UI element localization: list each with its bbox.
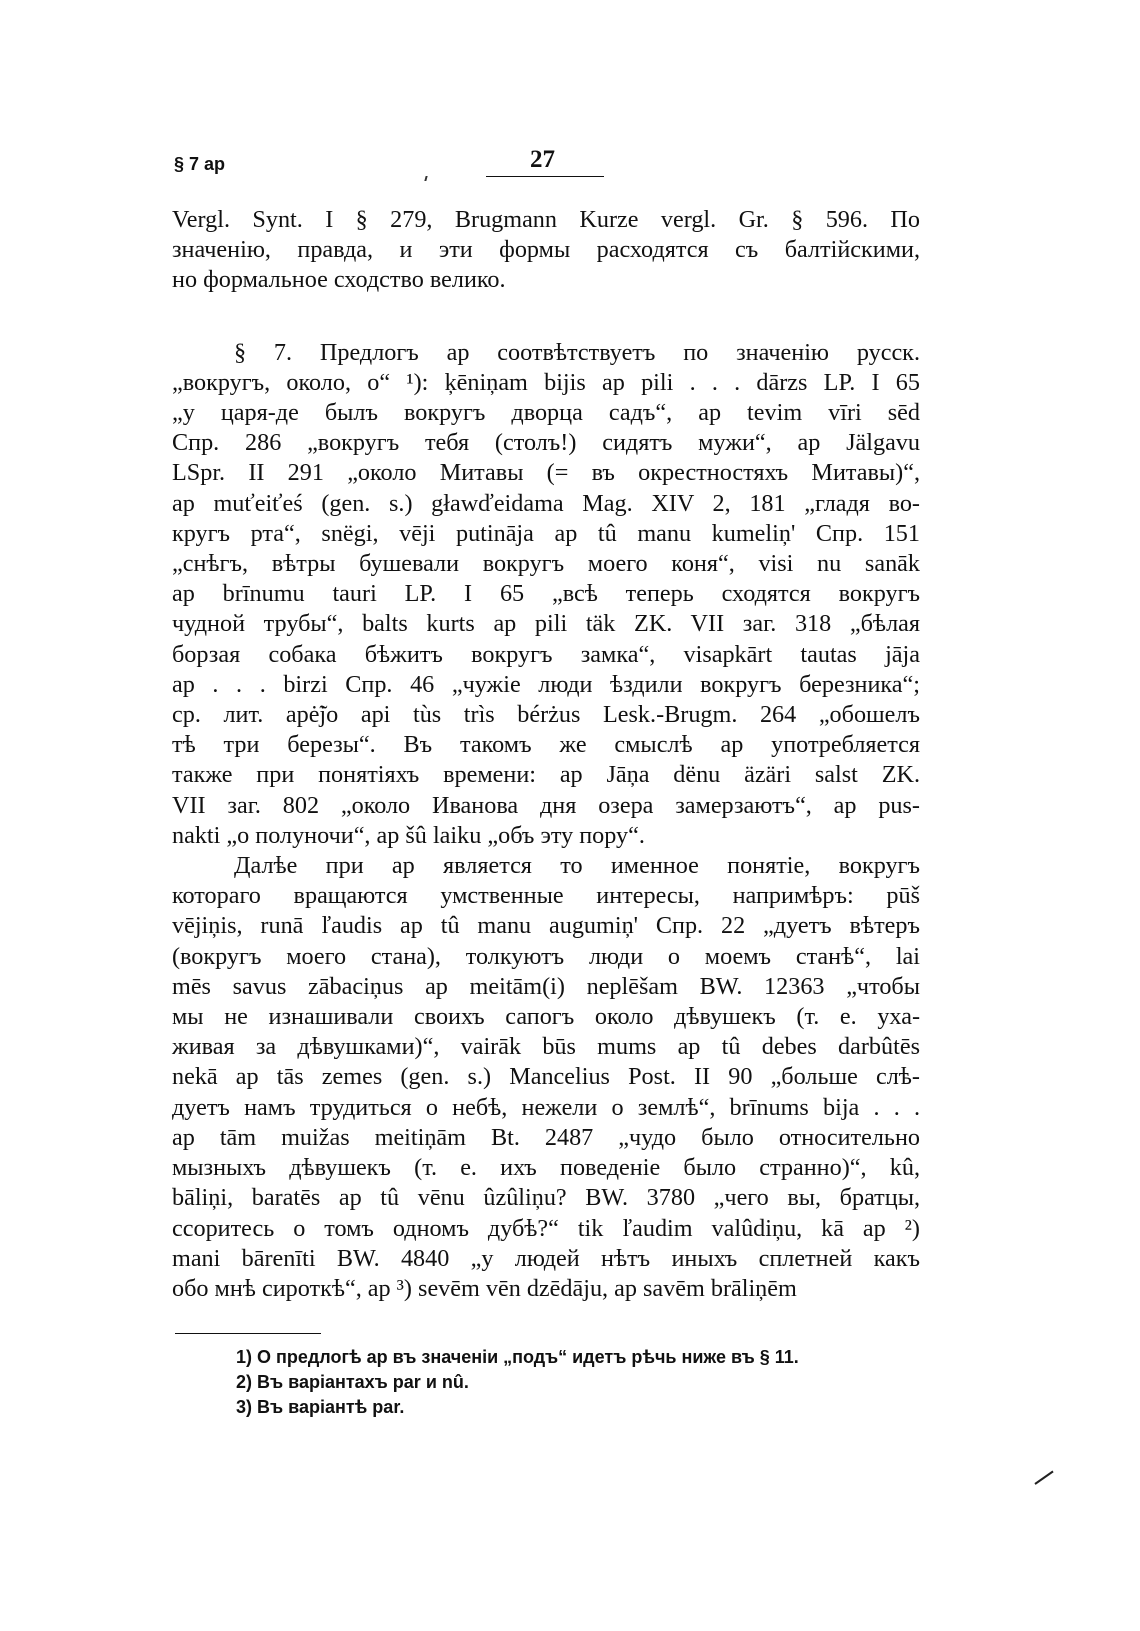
text-line: „снѣгъ, вѣтры бушевали вокругъ моего коня“, visi nu sanāk	[172, 550, 920, 578]
text-line: Vergl. Synt. I § 279, Brugmann Kurze vergl. Gr. § 596. По	[172, 206, 920, 233]
text-line: дуетъ намъ трудиться о небѣ, нежели о землѣ“, brīnums bija . . .	[172, 1093, 920, 1121]
tick-mark	[424, 176, 427, 181]
paragraph	[172, 851, 920, 1304]
paragraph-gap	[172, 296, 920, 338]
running-head: § 7 ap	[174, 154, 226, 174]
header-rule	[486, 176, 604, 177]
text-line: Спр. 286 „вокругъ тебя (столъ!) сидятъ мужи“, ap Jälgavu	[172, 429, 920, 457]
text-line: (вокругъ моего стана), толкуютъ люди о моемъ станѣ“, lai	[172, 942, 920, 970]
text-line: nekā ap tās zemes (gen. s.) Mancelius Post. II 90 „больше слѣ-	[172, 1063, 920, 1091]
text-line: ap . . . birzi Спр. 46 „чужіе люди ѣздили вокругъ березника“;	[172, 670, 920, 698]
paragraph	[172, 338, 920, 851]
page-header	[174, 146, 606, 186]
text-line: также при понятіяхъ времени: ap Jāņa dënu äzäri salst ZK.	[172, 761, 920, 789]
text-line: значенію, правда, и эти формы расходятся съ балтійскими,	[172, 236, 920, 264]
text-line: § 7. Предлогъ ap соотвѣтствуетъ по значенію русск.	[234, 338, 920, 366]
margin-pencil-mark	[1034, 1471, 1053, 1485]
page-number: 27	[530, 146, 555, 173]
text-line: „вокругъ, около, о“ ¹): ķēniņam bijis ap pili . . . dārzs LP. I 65	[172, 368, 920, 396]
footnote: 1) О предлогѣ ap въ значеніи „подъ“ идетъ рѣчь ниже въ § 11.	[236, 1347, 799, 1367]
footnote: 2) Въ варіантахъ par и nû.	[236, 1372, 469, 1392]
text-line: ap brīnumu tauri LP. I 65 „всѣ теперь сходятся вокругъ	[172, 580, 920, 608]
text-line: mani bārenīti BW. 4840 „у людей нѣтъ иныхъ сплетней какъ	[172, 1244, 920, 1272]
text-line: мызныхъ дѣвушекъ (т. е. ихъ поведеніе было странно)“, kû,	[172, 1154, 920, 1182]
text-line: живая за дѣвушками)“, vairāk būs mums ap tû debes darbûtēs	[172, 1033, 920, 1061]
text-line: bāliņi, baratēs ap tû vēnu ûzûliņu? BW. 3780 „чего вы, братцы,	[172, 1184, 920, 1212]
body-text	[172, 205, 920, 1304]
text-line: vējiņis, runā ľaudis ap tû manu augumiņ' Спр. 22 „дуетъ вѣтеръ	[172, 912, 920, 940]
text-line: обо мнѣ сироткѣ“, ap ³) sevēm vēn dzēdāju, ap savēm brāliņēm	[172, 1274, 797, 1302]
text-line: ap muťeiťeś (gen. s.) gławďeidama Mag. XIV 2, 181 „гладя во-	[172, 489, 920, 517]
text-line: ссоритесь о томъ одномъ дубѣ?“ tik ľaudim valûdiņu, kā ap ²)	[172, 1214, 920, 1242]
text-line: кругъ рта“, snëgi, vēji putināja ap tû manu kumeliņ' Спр. 151	[172, 519, 920, 547]
footnote-rule	[175, 1333, 321, 1334]
text-line: ap tām muižas meitiņām Bt. 2487 „чудо было относительно	[172, 1123, 920, 1151]
text-line: но формальное сходство велико.	[172, 266, 506, 294]
text-line: Далѣе при ap является то именное понятіе, вокругъ	[234, 852, 920, 880]
text-line: mēs savus zābaciņus ap meitām(i) neplēšam BW. 12363 „чтобы	[172, 972, 920, 1000]
text-line: котораго вращаются умственные интересы, напримѣръ: pūš	[172, 882, 920, 910]
text-line: nakti „о полуночи“, ap šû laiku „объ эту пору“.	[172, 821, 645, 849]
text-line: VII заг. 802 „около Иванова дня озера замерзаютъ“, ap pus-	[172, 791, 920, 819]
text-line: чудной трубы“, balts kurts ap pili täk ZK. VII заг. 318 „бѣлая	[172, 610, 920, 638]
paragraph	[172, 205, 920, 296]
text-line: LSpr. II 291 „около Митавы (= въ окрестностяхъ Митавы)“,	[172, 459, 920, 487]
footnote: 3) Въ варіантѣ par.	[236, 1397, 405, 1417]
text-line: тѣ три березы“. Въ такомъ же смыслѣ ap употребляется	[172, 731, 920, 759]
footnotes	[236, 1345, 936, 1420]
text-line: мы не изнашивали своихъ сапогъ около дѣвушекъ (т. е. уха-	[172, 1003, 920, 1031]
text-line: ср. лит. apė̃jo api tùs trìs bérżus Lesk.-Brugm. 264 „обошелъ	[172, 701, 920, 729]
text-line: борзая собака бѣжитъ вокругъ замка“, visapkārt tautas jāja	[172, 640, 920, 668]
text-line: „у царя-де былъ вокругъ дворца садъ“, ap tevim vīri sēd	[172, 399, 920, 427]
